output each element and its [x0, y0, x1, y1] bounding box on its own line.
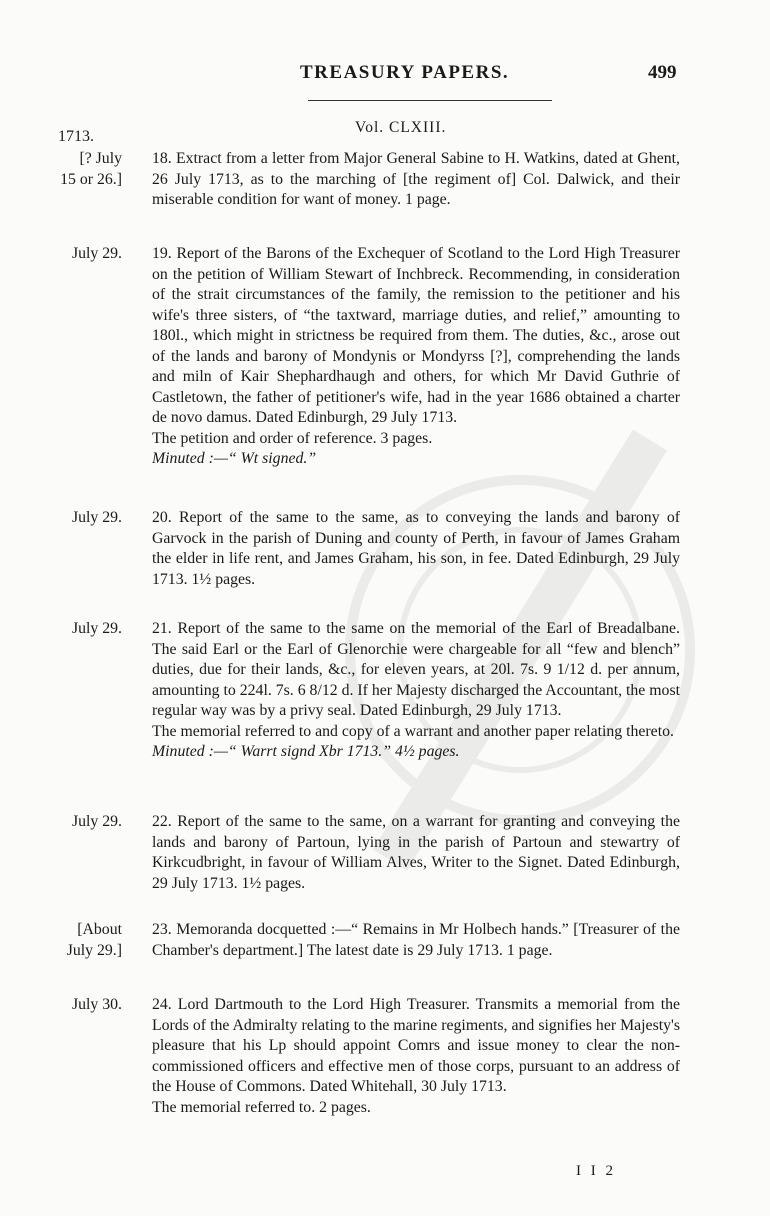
page-header	[0, 62, 770, 92]
entry-date: July 29.	[71, 245, 122, 262]
entry-date: July 29.	[71, 813, 122, 830]
entry-date: July 29.	[71, 509, 122, 526]
volume-heading: Vol. CLXIII.	[355, 119, 447, 136]
entry-minute: Minuted :—“ Wt signed.”	[152, 450, 317, 467]
entry-text	[152, 812, 680, 894]
entry-body: 22. Report of the same to the same, on a warrant for granting and conveying the lands and barony of Partoun, lying in the parish of Partoun and stewartry of Kirkcudbright, in favour of William Alves, Writer to the Signet. Dated Edinburgh, 29 July 1713. 1½ pages.	[152, 813, 680, 892]
entry-body: 24. Lord Dartmouth to the Lord High Treasurer. Transmits a memorial from the Lords of the Admiralty relating to the marine regiments, and signifies her Majesty's pleasure that his Lp should appoint Comrs and issue money to clear the non-commissioned officers and effective men of those corps, pursuant to an address of the House of Commons. Dated Whitehall, 30 July 1713.	[152, 996, 680, 1095]
entry-text	[152, 619, 680, 763]
year-label: 1713.	[58, 128, 94, 145]
entry-note: The memorial referred to and copy of a warrant and another paper relating thereto.	[152, 722, 674, 740]
entry-date: [? July 15 or 26.]	[60, 150, 122, 188]
header-rule	[308, 100, 552, 101]
entry-text	[152, 995, 680, 1118]
entry-date: July 29.	[71, 620, 122, 637]
entry-date: July 30.	[71, 996, 122, 1013]
entry-text	[152, 149, 680, 211]
entry-date: [About July 29.]	[66, 921, 122, 959]
entry-note: The petition and order of reference. 3 pages.	[152, 429, 433, 447]
page-number: 499	[648, 62, 677, 83]
entry-body: 19. Report of the Barons of the Exchequer of Scotland to the Lord High Treasurer on the petition of William Stewart of Inchbreck. Recommending, in consideration of the strait circumstances of the family, the remission to the petitioner and his wife's three sisters, of “the taxtward, marriage duties, and relief,” amounting to 180l., which might in strictness be required from them. The duties, &c., arose out of the lands and barony of Mondynis or Mondyrss [?], comprehending the lands and miln of Kair Shephardhaugh and others, for which Mr David Guthrie of Castletown, the father of petitioner's wife, had in the year 1686 obtained a charter de novo damus. Dated Edinburgh, 29 July 1713.	[152, 245, 680, 426]
entry-body: 21. Report of the same to the same on the memorial of the Earl of Breadalbane. The said Earl or the Earl of Glenorchie were chargeable for all “few and blench” duties, due for their lands, &c., for eleven years, at 20l. 7s. 9 1/12 d. per annum, amounting to 224l. 7s. 6 8/12 d. If her Majesty discharged the Accountant, the most regular way was by a privy seal. Dated Edinburgh, 29 July 1713.	[152, 620, 680, 719]
signature-mark: I I 2	[576, 1163, 616, 1179]
entry-text	[152, 508, 680, 590]
entry-text	[152, 920, 680, 961]
entry-body: 20. Report of the same to the same, as to conveying the lands and barony of Garvock in the parish of Duning and county of Perth, in favour of James Graham the elder in life rent, and James Graham, his son, in fee. Dated Edinburgh, 29 July 1713. 1½ pages.	[152, 509, 680, 588]
entry-minute: Minuted :—“ Warrt signd Xbr 1713.” 4½ pages.	[152, 743, 460, 760]
entry-body: 23. Memoranda docquetted :—“ Remains in Mr Holbech hands.” [Treasurer of the Chamber's department.] The latest date is 29 July 1713. 1 page.	[152, 921, 680, 959]
entry-body: 18. Extract from a letter from Major General Sabine to H. Watkins, dated at Ghent, 26 July 1713, as to the marching of [the regiment of] Col. Dalwick, and their miserable condition for want of money. 1 page.	[152, 150, 680, 208]
entry-note: The memorial referred to. 2 pages.	[152, 1098, 371, 1116]
running-title: TREASURY PAPERS.	[300, 62, 510, 83]
entry-text	[152, 244, 680, 470]
